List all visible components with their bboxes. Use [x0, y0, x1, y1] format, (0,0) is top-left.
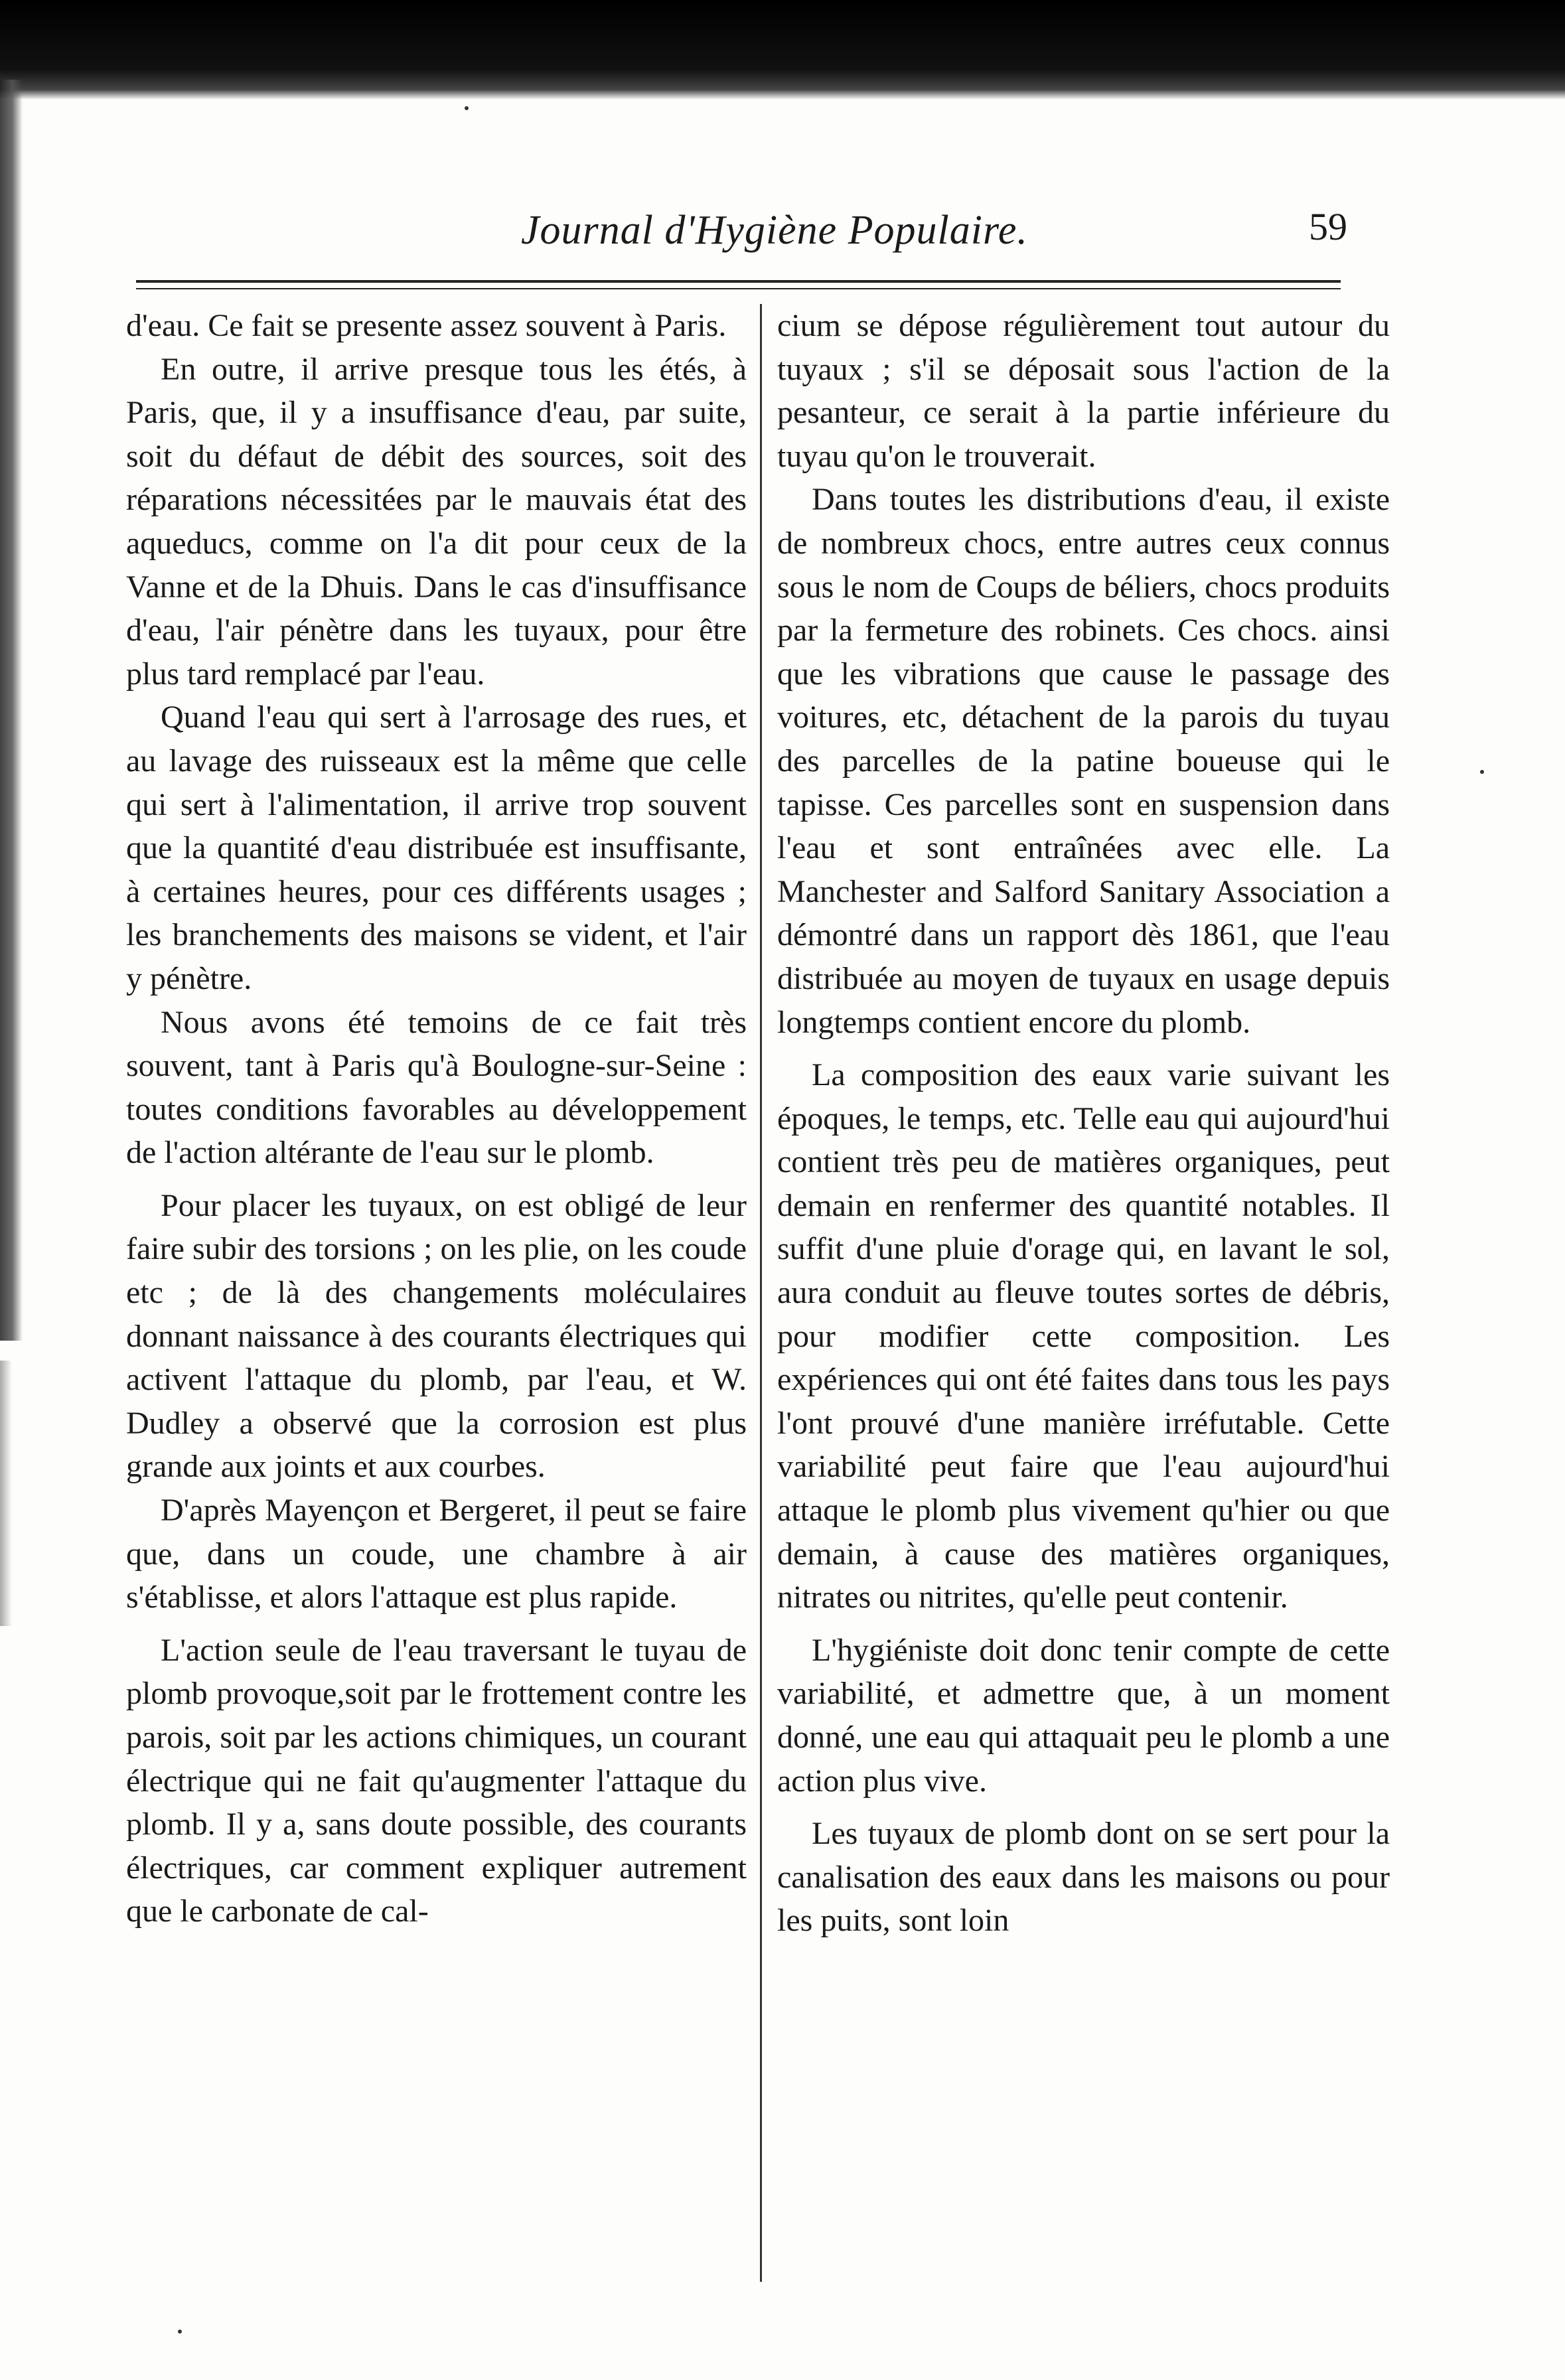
- scan-shadow-top: [0, 0, 1565, 100]
- header-rule-thin: [136, 288, 1341, 289]
- scan-shadow-left-lower: [0, 1361, 12, 1626]
- paragraph: Dans toutes les distributions d'eau, il existe de nombreux chocs, entre autres ceux connus sous le nom de Coups de béliers, chocs produits par la fermeture des robinets. Ces chocs. ainsi que les vibrations que cause le passage des voitures, etc, détachent de la parois du tuyau des parcelles de la patine boueuse qui le tapisse. Ces parcelles sont en suspension dans l'eau et sont entraînées avec elle. La Manchester and Salford Sanitary Association a démontré dans un rapport dès 1861, que l'eau distribuée au moyen de tuyaux en usage depuis longtemps contient encore du plomb.: [777, 482, 1390, 1040]
- paragraph: d'eau. Ce fait se presente assez souvent à Paris.: [126, 308, 727, 343]
- paragraph: L'hygiéniste doit donc tenir compte de cette variabilité, et admettre que, à un moment donné, une eau qui attaquait peu le plomb a une action plus vive.: [777, 1632, 1390, 1799]
- paragraph: Les tuyaux de plomb dont on se sert pour la canalisation des eaux dans les maisons ou pour les puits, sont loin: [777, 1816, 1390, 1939]
- column-divider: [760, 304, 762, 2282]
- left-column: [126, 304, 747, 1933]
- scan-shadow-left: [0, 80, 23, 1341]
- paragraph: D'après Mayençon et Bergeret, il peut se faire que, dans un coude, une chambre à air s'établisse, et alors l'attaque est plus rapide.: [126, 1493, 747, 1615]
- running-title: Journal d'Hygiène Populaire.: [521, 208, 1028, 253]
- paragraph: L'action seule de l'eau traversant le tuyau de plomb provoque,soit par le frottement contre les parois, soit par les actions chimiques, un courant électrique qui ne fait qu'augmenter l'attaque du plomb. Il y a, sans doute possible, des courants électriques, car comment expliquer autrement que le carbonate de cal-: [126, 1632, 747, 1929]
- scan-speck: [178, 2330, 182, 2334]
- header-rule: [136, 280, 1341, 283]
- paragraph: La composition des eaux varie suivant les époques, le temps, etc. Telle eau qui aujourd'hui contient très peu de matières organiques, peut demain en renfermer des quantité notables. Il suffit d'une pluie d'orage qui, en lavant le sol, aura conduit au fleuve toutes sortes de débris, pour modifier cette composition. Les expériences qui ont été faites dans tous les pays l'ont prouvé d'une manière irréfutable. Cette variabilité peut faire que l'eau aujourd'hui attaque le plomb plus vivement qu'hier ou que demain, à cause des matières organiques, nitrates ou nitrites, qu'elle peut contenir.: [777, 1057, 1390, 1615]
- page-number: 59: [1309, 205, 1347, 248]
- paragraph: Pour placer les tuyaux, on est obligé de leur faire subir des torsions ; on les plie, on les coude etc ; de là des changements moléculaires donnant naissance à des courants électriques qui activent l'attaque du plomb, par l'eau, et W. Dudley a observé que la corrosion est plus grande aux joints et aux courbes.: [126, 1187, 747, 1485]
- paragraph: cium se dépose régulièrement tout autour du tuyaux ; s'il se déposait sous l'action de la pesanteur, ce serait à la partie inférieure du tuyau qu'on le trouverait.: [777, 308, 1390, 474]
- paragraph: Nous avons été temoins de ce fait très souvent, tant à Paris qu'à Boulogne-sur-Seine : toutes conditions favorables au développement de l'action altérante de l'eau sur le plomb.: [126, 1004, 747, 1171]
- right-column: [777, 304, 1390, 1943]
- scan-speck: [465, 106, 469, 110]
- paragraph: Quand l'eau qui sert à l'arrosage des rues, et au lavage des ruisseaux est la même que celle qui sert à l'alimentation, il arrive trop souvent que la quantité d'eau distribuée est insuffisante, à certaines heures, pour ces différents usages ; les branchements des maisons se vident, et l'air y pénètre.: [126, 700, 747, 996]
- scan-speck: [1480, 770, 1484, 774]
- page-header: [126, 199, 1361, 272]
- paragraph: En outre, il arrive presque tous les étés, à Paris, que, il y a insuffisance d'eau, par suite, soit du défaut de débit des sources, soit des réparations nécessitées par le mauvais état des aqueducs, comme on l'a dit pour ceux de la Vanne et de la Dhuis. Dans le cas d'insuffisance d'eau, l'air pénètre dans les tuyaux, pour être plus tard remplacé par l'eau.: [126, 351, 747, 692]
- text-columns: [126, 304, 1390, 2282]
